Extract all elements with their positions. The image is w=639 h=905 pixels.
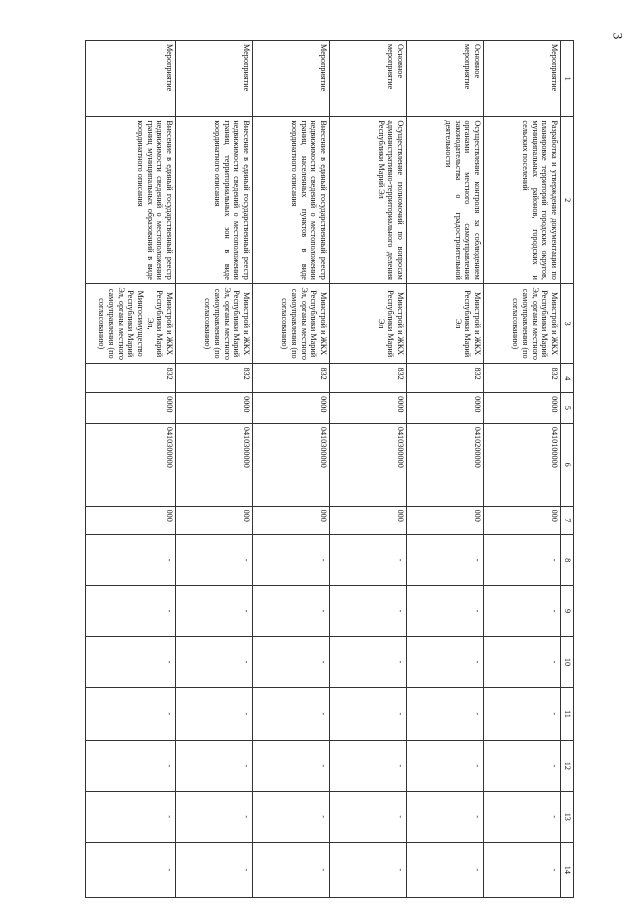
- csr-cell: 0410200000: [407, 423, 484, 506]
- col-header: 12: [561, 740, 574, 791]
- value-cell: -: [176, 637, 253, 688]
- vr-cell: 000: [86, 506, 176, 535]
- value-cell: -: [484, 740, 561, 791]
- table-row: [253, 41, 330, 898]
- page-number: 3: [610, 32, 626, 40]
- value-cell: -: [176, 842, 253, 897]
- col-header: 11: [561, 687, 574, 740]
- table-row: [330, 41, 407, 898]
- value-cell: -: [330, 791, 407, 842]
- grbs-cell: 832: [176, 364, 253, 393]
- rzpr-cell: 0000: [407, 393, 484, 424]
- value-cell: -: [407, 637, 484, 688]
- type-cell: Мероприятие: [484, 41, 561, 117]
- col-header: 7: [561, 506, 574, 535]
- value-cell: -: [86, 740, 176, 791]
- col-header: 14: [561, 842, 574, 897]
- table-row: [86, 41, 176, 898]
- description-cell: Внесение в единый государственный реестр недвижимости сведений о местоположении границ населенных пунктов в виде координатного описания: [253, 117, 330, 284]
- value-cell: -: [484, 687, 561, 740]
- value-cell: -: [407, 586, 484, 637]
- rzpr-cell: 0000: [330, 393, 407, 424]
- value-cell: -: [253, 586, 330, 637]
- description-cell: Внесение в единый государственный реестр недвижимости сведений о местоположении границ муниципальных образований в виде координатного описания: [86, 117, 176, 284]
- value-cell: -: [407, 842, 484, 897]
- executor-cell: Минстрой и ЖКХ Республики Марий Эл: [330, 283, 407, 364]
- grbs-cell: 832: [86, 364, 176, 393]
- col-header: 5: [561, 393, 574, 424]
- executor-cell: Минстрой и ЖКХ Республики Марий Эл, органы местного самоуправления (по согласованию): [484, 283, 561, 364]
- value-cell: -: [176, 791, 253, 842]
- rzpr-cell: 0000: [253, 393, 330, 424]
- value-cell: -: [330, 586, 407, 637]
- executor-cell: Минстрой и ЖКХ Республики Марий Эл, органы местного самоуправления (по согласованию): [176, 283, 253, 364]
- value-cell: -: [176, 586, 253, 637]
- csr-cell: 0410300000: [176, 423, 253, 506]
- csr-cell: 0410300000: [86, 423, 176, 506]
- value-cell: -: [484, 637, 561, 688]
- value-cell: -: [253, 842, 330, 897]
- csr-cell: 0410100000: [484, 423, 561, 506]
- grbs-cell: 832: [484, 364, 561, 393]
- vr-cell: 000: [484, 506, 561, 535]
- value-cell: -: [330, 535, 407, 586]
- value-cell: -: [86, 842, 176, 897]
- value-cell: -: [176, 535, 253, 586]
- col-header: 6: [561, 423, 574, 506]
- table-row: [176, 41, 253, 898]
- header-row: [561, 41, 574, 898]
- vr-cell: 000: [253, 506, 330, 535]
- value-cell: -: [484, 791, 561, 842]
- value-cell: -: [407, 535, 484, 586]
- description-cell: Разработка и утверждение документации по планировке территорий городских округов, муниципальных районов, городских и сельских поселений: [484, 117, 561, 284]
- value-cell: -: [86, 791, 176, 842]
- value-cell: -: [176, 687, 253, 740]
- vr-cell: 000: [330, 506, 407, 535]
- col-header: 4: [561, 364, 574, 393]
- col-header: 10: [561, 637, 574, 688]
- value-cell: -: [330, 842, 407, 897]
- grbs-cell: 832: [407, 364, 484, 393]
- table-row: [407, 41, 484, 898]
- table-row: [484, 41, 561, 898]
- rotated-table-wrapper: [86, 40, 574, 898]
- value-cell: -: [86, 687, 176, 740]
- col-header: 1: [561, 41, 574, 117]
- vr-cell: 000: [176, 506, 253, 535]
- value-cell: -: [86, 586, 176, 637]
- col-header: 3: [561, 283, 574, 364]
- description-cell: Внесение в единый государственный реестр недвижимости сведений о местоположении границ территориальных зон в виде координатного описания: [176, 117, 253, 284]
- type-cell: Основное мероприятие: [407, 41, 484, 117]
- vr-cell: 000: [407, 506, 484, 535]
- csr-cell: 0410300000: [330, 423, 407, 506]
- value-cell: -: [330, 637, 407, 688]
- rzpr-cell: 0000: [86, 393, 176, 424]
- col-header: 9: [561, 586, 574, 637]
- grbs-cell: 832: [253, 364, 330, 393]
- col-header: 2: [561, 117, 574, 284]
- type-cell: Основное мероприятие: [330, 41, 407, 117]
- executor-cell: Минстрой и ЖКХ Республики Марий Эл: [407, 283, 484, 364]
- value-cell: -: [253, 740, 330, 791]
- rzpr-cell: 0000: [484, 393, 561, 424]
- executor-cell: Минстрой и ЖКХ Республики Марий Эл, органы местного самоуправления (по согласованию): [253, 283, 330, 364]
- rzpr-cell: 0000: [176, 393, 253, 424]
- value-cell: -: [253, 687, 330, 740]
- value-cell: -: [484, 842, 561, 897]
- value-cell: -: [86, 535, 176, 586]
- value-cell: -: [330, 687, 407, 740]
- description-cell: Осуществление контроля за соблюдением органами местного самоуправления законодательства о градостроительной деятельности: [407, 117, 484, 284]
- value-cell: -: [407, 740, 484, 791]
- value-cell: -: [253, 791, 330, 842]
- value-cell: -: [176, 740, 253, 791]
- value-cell: -: [484, 586, 561, 637]
- value-cell: -: [484, 535, 561, 586]
- value-cell: -: [407, 687, 484, 740]
- grbs-cell: 832: [330, 364, 407, 393]
- value-cell: -: [86, 637, 176, 688]
- csr-cell: 0410300000: [253, 423, 330, 506]
- program-table: [85, 40, 574, 898]
- type-cell: Мероприятие: [253, 41, 330, 117]
- type-cell: Мероприятие: [86, 41, 176, 117]
- value-cell: -: [407, 791, 484, 842]
- description-cell: Осуществление полномочий по вопросам административно-территориального деления Республики Марий Эл: [330, 117, 407, 284]
- value-cell: -: [253, 535, 330, 586]
- type-cell: Мероприятие: [176, 41, 253, 117]
- col-header: 8: [561, 535, 574, 586]
- value-cell: -: [330, 740, 407, 791]
- value-cell: -: [253, 637, 330, 688]
- executor-cell: Минстрой и ЖКХ Республики Марий Эл, Мингосимущество Республики Марий Эл, органы местного самоуправления (по согласованию): [86, 283, 176, 364]
- col-header: 13: [561, 791, 574, 842]
